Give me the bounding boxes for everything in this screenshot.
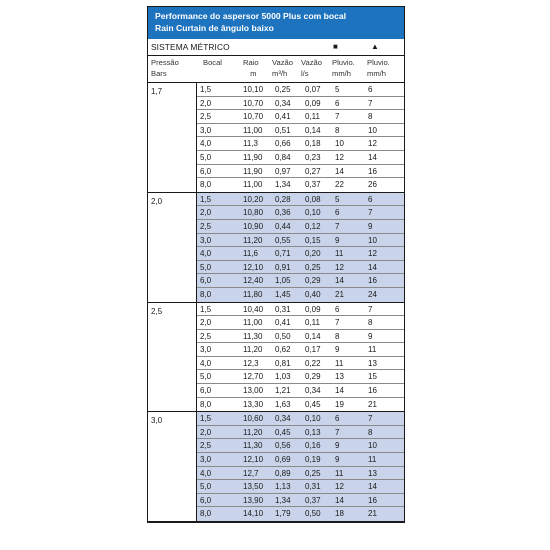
- nozzle-cell: 4,0: [200, 358, 212, 368]
- precip-square-cell: 8: [335, 125, 340, 135]
- precip-square-cell: 8: [335, 331, 340, 341]
- table-row: [197, 439, 404, 453]
- radius-cell: 12,7: [243, 468, 259, 478]
- flow-m3h-cell: 0,62: [275, 345, 291, 355]
- radius-cell: 10,40: [243, 304, 264, 314]
- table-row: [197, 220, 404, 234]
- flow-ls-cell: 0,19: [305, 455, 321, 465]
- nozzle-cell: 3,0: [200, 235, 212, 245]
- precip-triangle-cell: 11: [368, 455, 377, 465]
- table-row: [197, 151, 404, 165]
- precip-triangle-cell: 7: [368, 208, 373, 218]
- table-row: [197, 453, 404, 467]
- table-row: [197, 178, 404, 192]
- flow-m3h-cell: 0,97: [275, 166, 291, 176]
- flow-ls-cell: 0,07: [305, 85, 321, 94]
- performance-table: [147, 6, 405, 523]
- flow-m3h-cell: 0,36: [275, 208, 291, 218]
- table-row: [197, 303, 404, 317]
- flow-m3h-cell: 0,28: [275, 194, 291, 204]
- precip-square-cell: 6: [335, 414, 340, 424]
- flow-m3h-cell: 1,05: [275, 276, 291, 286]
- nozzle-cell: 2,5: [200, 221, 212, 231]
- pressure-group: [148, 193, 404, 303]
- header-radius: [243, 58, 259, 79]
- flow-m3h-cell: 0,84: [275, 152, 291, 162]
- precip-triangle-cell: 12: [368, 139, 377, 149]
- radius-cell: 12,10: [243, 262, 264, 272]
- flow-m3h-cell: 0,25: [275, 85, 291, 94]
- radius-cell: 12,40: [243, 276, 264, 286]
- radius-cell: 11,00: [243, 318, 263, 328]
- radius-cell: 10,60: [243, 414, 264, 424]
- precip-square-cell: 7: [335, 221, 340, 231]
- table-row: [197, 137, 404, 151]
- nozzle-cell: 6,0: [200, 276, 212, 286]
- precip-triangle-cell: 14: [368, 152, 377, 162]
- radius-cell: 11,00: [243, 125, 263, 135]
- precip-triangle-cell: 15: [368, 372, 377, 382]
- radius-cell: 13,90: [243, 495, 264, 505]
- flow-ls-cell: 0,17: [305, 345, 321, 355]
- precip-square-cell: 11: [335, 249, 344, 259]
- flow-ls-cell: 0,13: [305, 427, 321, 437]
- radius-cell: 11,80: [243, 289, 263, 299]
- precip-triangle-cell: 13: [368, 358, 377, 368]
- nozzle-cell: 8,0: [200, 180, 212, 190]
- precip-triangle-cell: 10: [368, 441, 377, 451]
- radius-cell: 11,90: [243, 166, 263, 176]
- precip-square-cell: 13: [335, 372, 344, 382]
- header-precip-triangle: [367, 58, 390, 79]
- nozzle-cell: 8,0: [200, 509, 212, 519]
- flow-ls-cell: 0,31: [305, 482, 321, 492]
- precip-square-cell: 5: [335, 194, 340, 204]
- radius-cell: 13,30: [243, 399, 264, 409]
- flow-ls-cell: 0,25: [305, 468, 321, 478]
- nozzle-cell: 1,5: [200, 85, 212, 94]
- nozzle-cell: 8,0: [200, 399, 212, 409]
- table-row: [197, 97, 404, 111]
- radius-cell: 11,3: [243, 139, 258, 149]
- precip-triangle-cell: 16: [368, 495, 377, 505]
- header-radius-unit: m: [250, 68, 257, 78]
- header-pressure-unit: Bars: [151, 68, 167, 78]
- pressure-group: [148, 412, 404, 522]
- flow-ls-cell: 0,20: [305, 249, 321, 259]
- pressure-value: 2,0: [151, 196, 163, 206]
- nozzle-cell: 5,0: [200, 152, 212, 162]
- precip-square-cell: 11: [335, 358, 344, 368]
- pressure-group: [148, 303, 404, 413]
- header-pressure: [151, 58, 179, 79]
- header-flow-ls-unit: l/s: [301, 68, 309, 78]
- precip-triangle-cell: 7: [368, 304, 373, 314]
- table-row: [197, 234, 404, 248]
- flow-m3h-cell: 0,55: [275, 235, 291, 245]
- nozzle-cell: 1,5: [200, 194, 212, 204]
- flow-ls-cell: 0,18: [305, 139, 321, 149]
- flow-m3h-cell: 1,34: [275, 180, 291, 190]
- nozzle-cell: 2,5: [200, 112, 212, 122]
- flow-ls-cell: 0,25: [305, 262, 321, 272]
- flow-m3h-cell: 0,89: [275, 468, 291, 478]
- radius-cell: 11,30: [243, 441, 263, 451]
- flow-ls-cell: 0,50: [305, 509, 321, 519]
- square-marker-icon: ■: [333, 42, 338, 51]
- precip-square-cell: 18: [335, 509, 344, 519]
- flow-m3h-cell: 1,03: [275, 372, 291, 382]
- flow-m3h-cell: 0,45: [275, 427, 291, 437]
- flow-m3h-cell: 0,50: [275, 331, 291, 341]
- flow-ls-cell: 0,12: [305, 221, 321, 231]
- flow-ls-cell: 0,10: [305, 208, 321, 218]
- pressure-groups: [148, 83, 404, 522]
- nozzle-cell: 2,0: [200, 98, 212, 108]
- table-row: [197, 316, 404, 330]
- flow-m3h-cell: 0,34: [275, 414, 291, 424]
- header-flow-ls: [301, 58, 322, 79]
- table-row: [197, 261, 404, 275]
- header-precip-square-label: Pluvio.: [332, 58, 355, 67]
- precip-triangle-cell: 21: [368, 399, 377, 409]
- table-row: [197, 110, 404, 124]
- table-row: [197, 330, 404, 344]
- radius-cell: 12,3: [243, 358, 259, 368]
- table-row: [197, 467, 404, 481]
- table-row: [197, 412, 404, 426]
- flow-ls-cell: 0,40: [305, 289, 321, 299]
- flow-m3h-cell: 0,51: [275, 125, 291, 135]
- precip-square-cell: 9: [335, 235, 340, 245]
- flow-ls-cell: 0,10: [305, 414, 321, 424]
- flow-m3h-cell: 0,56: [275, 441, 291, 451]
- nozzle-cell: 3,0: [200, 345, 212, 355]
- precip-triangle-cell: 21: [368, 509, 377, 519]
- column-header-row: [148, 56, 404, 83]
- flow-m3h-cell: 0,41: [275, 112, 291, 122]
- nozzle-cell: 1,5: [200, 414, 212, 424]
- nozzle-cell: 3,0: [200, 455, 212, 465]
- precip-triangle-cell: 12: [368, 249, 377, 259]
- flow-ls-cell: 0,22: [305, 358, 321, 368]
- table-row: [197, 480, 404, 494]
- precip-triangle-cell: 8: [368, 427, 373, 437]
- flow-ls-cell: 0,27: [305, 166, 321, 176]
- radius-cell: 10,70: [243, 98, 264, 108]
- precip-triangle-cell: 14: [368, 482, 377, 492]
- precip-square-cell: 7: [335, 318, 340, 328]
- flow-m3h-cell: 0,81: [275, 358, 291, 368]
- header-precip-triangle-unit: mm/h: [367, 68, 386, 78]
- precip-triangle-cell: 16: [368, 166, 377, 176]
- precip-square-cell: 22: [335, 180, 344, 190]
- table-row: [197, 206, 404, 220]
- flow-ls-cell: 0,15: [305, 235, 321, 245]
- header-nozzle-label: Bocal: [203, 58, 222, 67]
- pressure-value: 1,7: [151, 87, 163, 96]
- nozzle-cell: 3,0: [200, 125, 212, 135]
- header-nozzle: [203, 58, 222, 69]
- flow-m3h-cell: 1,34: [275, 495, 291, 505]
- header-radius-label: Raio: [243, 58, 259, 67]
- title-line-1: Performance do aspersor 5000 Plus com bocal: [155, 11, 347, 21]
- table-row: [197, 288, 404, 302]
- radius-cell: 11,20: [243, 345, 263, 355]
- nozzle-cell: 6,0: [200, 166, 212, 176]
- precip-square-cell: 6: [335, 208, 340, 218]
- flow-ls-cell: 0,45: [305, 399, 321, 409]
- radius-cell: 11,20: [243, 235, 263, 245]
- flow-ls-cell: 0,37: [305, 495, 321, 505]
- precip-square-cell: 19: [335, 399, 344, 409]
- pressure-value: 2,5: [151, 306, 163, 316]
- flow-m3h-cell: 0,44: [275, 221, 291, 231]
- nozzle-cell: 1,5: [200, 304, 212, 314]
- radius-cell: 12,70: [243, 372, 264, 382]
- precip-square-cell: 14: [335, 276, 344, 286]
- flow-ls-cell: 0,09: [305, 98, 321, 108]
- precip-square-cell: 11: [335, 468, 344, 478]
- radius-cell: 11,90: [243, 152, 263, 162]
- header-flow-m3h-label: Vazão: [272, 58, 293, 67]
- flow-ls-cell: 0,34: [305, 386, 321, 396]
- nozzle-cell: 6,0: [200, 386, 212, 396]
- radius-cell: 10,20: [243, 194, 264, 204]
- flow-ls-cell: 0,14: [305, 125, 321, 135]
- nozzle-cell: 2,5: [200, 331, 212, 341]
- flow-m3h-cell: 0,71: [275, 249, 291, 259]
- radius-cell: 11,00: [243, 180, 263, 190]
- precip-square-cell: 6: [335, 98, 340, 108]
- flow-ls-cell: 0,08: [305, 194, 321, 204]
- flow-m3h-cell: 0,41: [275, 318, 291, 328]
- group-rows: [196, 83, 404, 192]
- flow-m3h-cell: 1,79: [275, 509, 291, 519]
- table-row: [197, 357, 404, 371]
- radius-cell: 11,20: [243, 427, 263, 437]
- precip-triangle-cell: 8: [368, 112, 373, 122]
- nozzle-cell: 2,0: [200, 318, 212, 328]
- table-row: [197, 124, 404, 138]
- flow-ls-cell: 0,16: [305, 441, 321, 451]
- flow-m3h-cell: 0,34: [275, 98, 291, 108]
- radius-cell: 11,30: [243, 331, 263, 341]
- flow-m3h-cell: 0,66: [275, 139, 291, 149]
- precip-triangle-cell: 10: [368, 235, 377, 245]
- nozzle-cell: 4,0: [200, 249, 212, 259]
- nozzle-cell: 8,0: [200, 289, 212, 299]
- nozzle-cell: 4,0: [200, 468, 212, 478]
- system-label: SISTEMA MÉTRICO: [151, 42, 230, 52]
- precip-square-cell: 6: [335, 304, 340, 314]
- table-row: [197, 193, 404, 207]
- flow-ls-cell: 0,37: [305, 180, 321, 190]
- flow-ls-cell: 0,09: [305, 304, 321, 314]
- precip-triangle-cell: 7: [368, 98, 373, 108]
- precip-triangle-cell: 10: [368, 125, 377, 135]
- table-row: [197, 165, 404, 179]
- precip-square-cell: 5: [335, 85, 340, 94]
- precip-square-cell: 12: [335, 152, 344, 162]
- precip-square-cell: 14: [335, 495, 344, 505]
- table-row: [197, 343, 404, 357]
- table-row: [197, 494, 404, 508]
- precip-square-cell: 12: [335, 262, 344, 272]
- precip-square-cell: 9: [335, 441, 340, 451]
- radius-cell: 11,6: [243, 249, 258, 259]
- nozzle-cell: 5,0: [200, 482, 212, 492]
- header-flow-m3h-unit: m³/h: [272, 68, 288, 78]
- flow-m3h-cell: 0,91: [275, 262, 291, 272]
- flow-m3h-cell: 0,31: [275, 304, 291, 314]
- flow-ls-cell: 0,29: [305, 372, 321, 382]
- header-flow-m3h: [272, 58, 293, 79]
- radius-cell: 12,10: [243, 455, 264, 465]
- precip-square-cell: 9: [335, 345, 340, 355]
- flow-ls-cell: 0,23: [305, 152, 321, 162]
- title-bar: [148, 7, 404, 39]
- precip-triangle-cell: 6: [368, 194, 373, 204]
- nozzle-cell: 5,0: [200, 262, 212, 272]
- flow-m3h-cell: 1,21: [275, 386, 291, 396]
- pressure-value: 3,0: [151, 416, 163, 426]
- table-row: [197, 274, 404, 288]
- flow-ls-cell: 0,11: [305, 318, 320, 328]
- group-rows: [196, 303, 404, 412]
- flow-m3h-cell: 1,13: [275, 482, 291, 492]
- nozzle-cell: 6,0: [200, 495, 212, 505]
- flow-ls-cell: 0,29: [305, 276, 321, 286]
- table-row: [197, 247, 404, 261]
- precip-triangle-cell: 14: [368, 262, 377, 272]
- table-row: [197, 384, 404, 398]
- precip-triangle-cell: 7: [368, 414, 373, 424]
- flow-m3h-cell: 0,69: [275, 455, 291, 465]
- flow-m3h-cell: 1,45: [275, 289, 291, 299]
- radius-cell: 10,70: [243, 112, 264, 122]
- precip-triangle-cell: 16: [368, 386, 377, 396]
- precip-square-cell: 14: [335, 386, 344, 396]
- precip-triangle-cell: 6: [368, 85, 373, 94]
- precip-triangle-cell: 9: [368, 331, 373, 341]
- nozzle-cell: 4,0: [200, 139, 212, 149]
- table-row: [197, 426, 404, 440]
- precip-square-cell: 7: [335, 112, 340, 122]
- precip-triangle-cell: 8: [368, 318, 373, 328]
- group-rows: [196, 412, 404, 521]
- group-rows: [196, 193, 404, 302]
- nozzle-cell: 2,5: [200, 441, 212, 451]
- radius-cell: 10,80: [243, 208, 264, 218]
- nozzle-cell: 2,0: [200, 208, 212, 218]
- table-row: [197, 83, 404, 97]
- triangle-marker-icon: ▲: [371, 42, 379, 51]
- table-row: [197, 370, 404, 384]
- pressure-group: [148, 83, 404, 193]
- precip-square-cell: 9: [335, 455, 340, 465]
- header-precip-square-unit: mm/h: [332, 68, 351, 78]
- precip-triangle-cell: 24: [368, 289, 377, 299]
- precip-square-cell: 14: [335, 166, 344, 176]
- title-line-2: Rain Curtain de ângulo baixo: [155, 23, 274, 33]
- precip-square-cell: 10: [335, 139, 344, 149]
- table-row: [197, 507, 404, 521]
- header-pressure-label: Pressão: [151, 58, 179, 67]
- precip-square-cell: 21: [335, 289, 344, 299]
- radius-cell: 10,10: [243, 85, 264, 94]
- precip-triangle-cell: 11: [368, 345, 377, 355]
- radius-cell: 14,10: [243, 509, 264, 519]
- precip-triangle-cell: 9: [368, 221, 373, 231]
- precip-square-cell: 12: [335, 482, 344, 492]
- radius-cell: 13,50: [243, 482, 264, 492]
- flow-ls-cell: 0,11: [305, 112, 320, 122]
- precip-triangle-cell: 16: [368, 276, 377, 286]
- header-precip-triangle-label: Pluvio.: [367, 58, 390, 67]
- radius-cell: 13,00: [243, 386, 264, 396]
- precip-triangle-cell: 13: [368, 468, 377, 478]
- nozzle-cell: 5,0: [200, 372, 212, 382]
- flow-ls-cell: 0,14: [305, 331, 321, 341]
- header-precip-square: [332, 58, 355, 79]
- precip-triangle-cell: 26: [368, 180, 377, 190]
- flow-m3h-cell: 1,63: [275, 399, 291, 409]
- precip-square-cell: 7: [335, 427, 340, 437]
- nozzle-cell: 2,0: [200, 427, 212, 437]
- header-flow-ls-label: Vazão: [301, 58, 322, 67]
- system-row: [148, 39, 404, 56]
- radius-cell: 10,90: [243, 221, 264, 231]
- table-row: [197, 398, 404, 412]
